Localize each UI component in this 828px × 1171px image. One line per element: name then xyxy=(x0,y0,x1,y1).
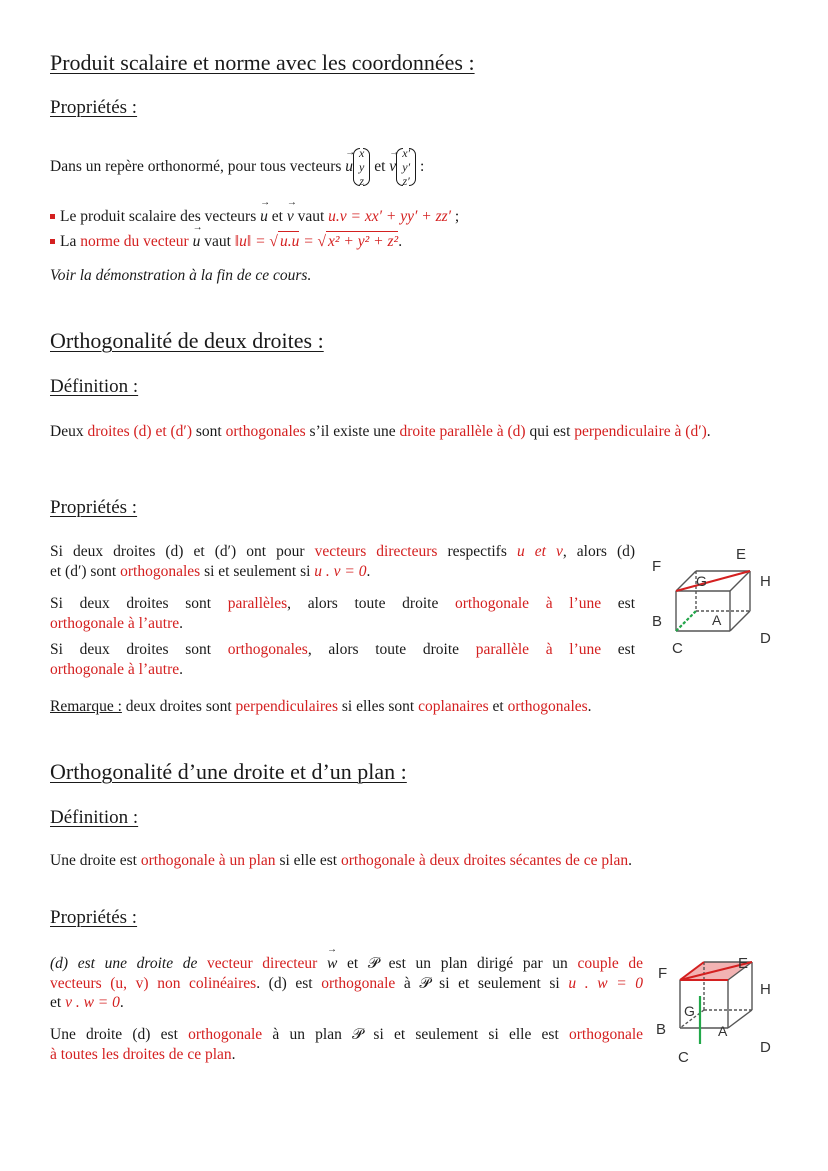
cube2-label-g: G xyxy=(684,1003,695,1019)
prop-highlight-paralleles: parallèles xyxy=(227,595,288,612)
prop-end: . xyxy=(179,660,183,678)
prop-highlight-orthogonale-autre: orthogonale à l’autre xyxy=(50,660,180,678)
prop-highlight-orthogonales: orthogonales xyxy=(227,641,308,658)
cube2-label-c: C xyxy=(678,1049,689,1066)
prop-highlight-parallele-une: parallèle à l’une xyxy=(475,641,602,658)
prop-formula-vw: v . w = 0 xyxy=(65,994,120,1011)
prop-formula: u . v = 0 xyxy=(314,562,367,580)
def-end: . xyxy=(706,423,711,440)
norm-formula-eq: = √ xyxy=(299,233,327,250)
def-highlight-parallele: droite parallèle à (d) xyxy=(399,423,526,440)
colon: : xyxy=(420,158,425,176)
bullet1-and: et xyxy=(271,208,283,225)
prop-end: . xyxy=(231,1045,236,1063)
remark-end: . xyxy=(587,698,592,715)
bullet-norm xyxy=(50,231,402,252)
coord-z: z xyxy=(359,174,365,188)
cube1-edge xyxy=(676,611,696,631)
cube1-label-d: D xyxy=(760,630,771,647)
prop-highlight-orthogonale-autre: orthogonale à l’autre xyxy=(50,614,180,632)
cube2-label-e: E xyxy=(738,955,749,972)
remark-text: et xyxy=(492,698,504,715)
prop-formula-uw: u . w = 0 xyxy=(568,974,644,992)
remark-label: Remarque : xyxy=(50,698,122,715)
coords-v xyxy=(396,146,416,188)
vector-u: → u xyxy=(345,157,353,177)
prop-text: (d) est une droite de xyxy=(50,955,198,972)
remark-text: si elles sont xyxy=(341,698,415,715)
prop-highlight-vecteur: vecteur directeur xyxy=(207,955,318,972)
def-highlight-droites: droites (d) et (d′) xyxy=(87,423,192,440)
prop-text: est xyxy=(617,595,635,612)
bullet2-end: . xyxy=(398,233,403,250)
def-text: Une droite est xyxy=(50,852,137,869)
prop-text: et 𝒫 est un plan dirigé par un xyxy=(347,955,568,972)
remark-text: deux droites sont xyxy=(125,698,232,715)
cube2-label-f: F xyxy=(658,965,668,982)
cube2-edge xyxy=(728,1010,752,1028)
remark-highlight-coplanaires: coplanaires xyxy=(418,698,489,715)
vector-u: → u xyxy=(193,232,201,252)
section3-definition xyxy=(50,851,632,871)
bullet-marker xyxy=(50,239,55,244)
def-text: s’il existe une xyxy=(309,423,396,440)
prop-highlight-orthogonale: orthogonale xyxy=(568,1026,644,1043)
section2-prop1 xyxy=(50,542,635,581)
prop-highlight-orthogonale: orthogonale xyxy=(321,974,396,992)
cube1-edge xyxy=(730,611,750,631)
cube-diagram-2 xyxy=(652,952,792,1072)
section3-prop2 xyxy=(50,1025,643,1064)
cube1-label-e: E xyxy=(736,546,747,563)
def-end: . xyxy=(628,852,632,869)
and-text: et xyxy=(374,158,386,176)
bullet-marker xyxy=(50,214,55,219)
cube1-red-line xyxy=(676,571,750,591)
prop-text: si et seulement si xyxy=(204,562,311,580)
cube1-label-c: C xyxy=(672,640,683,657)
bullet2-la: La xyxy=(60,233,77,250)
def-highlight-orthogonale-plan: orthogonale à un plan xyxy=(140,852,276,869)
intro-text: Dans un repère orthonormé, pour tous vecteurs xyxy=(50,158,342,176)
section2-prop2 xyxy=(50,594,635,633)
prop-text: , alors toute droite xyxy=(307,641,460,658)
cube1-label-b: B xyxy=(652,613,663,630)
prop-text: . (d) est xyxy=(256,974,313,992)
cube2-label-a: A xyxy=(718,1023,728,1039)
vector-v: → v xyxy=(287,207,294,227)
def-text: sont xyxy=(195,423,222,440)
prop-highlight-uv: u et v xyxy=(516,543,563,560)
prop-highlight-orthogonale: orthogonale xyxy=(188,1026,263,1043)
section1-properties-heading: Propriétés : xyxy=(50,97,138,118)
section2-definition-heading: Définition : xyxy=(50,376,139,397)
cube2-label-b: B xyxy=(656,1021,667,1038)
norm-formula-left: ‖u‖ = √ xyxy=(234,233,278,250)
prop-highlight-non-colineaires: vecteurs (u, v) non colinéaires xyxy=(50,974,257,992)
prop-highlight-orthogonale-une: orthogonale à l’une xyxy=(455,595,602,612)
cube1-label-a: A xyxy=(712,612,722,628)
bullet1-text: Le produit scalaire des vecteurs xyxy=(60,208,257,225)
prop-text: respectifs xyxy=(447,543,507,560)
coord-z-prime: z′ xyxy=(402,174,410,188)
bullet1-vaut: vaut xyxy=(297,208,325,225)
prop-text: à 𝒫 si et seulement si xyxy=(403,974,560,992)
coords-u xyxy=(353,146,370,188)
prop-text: à un plan 𝒫 si et seulement si elle est xyxy=(272,1026,559,1043)
def-text: si elle est xyxy=(279,852,338,869)
norm-formula-root1: u.u xyxy=(279,233,300,250)
def-highlight-secantes: orthogonale à deux droites sécantes de ce plan xyxy=(341,852,629,869)
section2-title: Orthogonalité de deux droites : xyxy=(50,328,324,353)
def-highlight-orthogonales: orthogonales xyxy=(225,423,306,440)
norm-formula-root2: x² + y² + z² xyxy=(328,233,399,250)
section2-properties-heading: Propriétés : xyxy=(50,497,138,518)
section3-definition-heading: Définition : xyxy=(50,807,139,828)
prop-text: Si deux droites sont xyxy=(50,641,212,658)
cube1-label-f: F xyxy=(652,558,662,575)
prop-end: . xyxy=(366,562,371,580)
def-highlight-perpendiculaire: perpendiculaire à (d′) xyxy=(574,423,707,440)
demo-note: Voir la démonstration à la fin de ce cours. xyxy=(50,267,312,284)
def-text: Deux xyxy=(50,423,84,440)
bullet-scalar-product xyxy=(50,207,459,227)
section1-intro xyxy=(50,140,424,194)
prop-text: , alors (d) xyxy=(562,543,636,560)
def-text: qui est xyxy=(529,423,571,440)
prop-end: . xyxy=(119,994,124,1011)
norm-label: norme du vecteur xyxy=(80,233,189,250)
cube1-label-h: H xyxy=(760,573,771,590)
prop-text: Une droite (d) est xyxy=(50,1026,178,1043)
coord-x-prime: x′ xyxy=(402,146,411,160)
remark-highlight-perpendiculaires: perpendiculaires xyxy=(235,698,338,715)
cube-diagram-1 xyxy=(648,543,788,661)
vector-v: → v xyxy=(389,157,396,177)
section1-title: Produit scalaire et norme avec les coordonnées : xyxy=(50,50,475,75)
prop-text: et xyxy=(50,994,62,1011)
prop-text: Si deux droites sont xyxy=(50,595,212,612)
coord-x: x xyxy=(359,146,365,160)
prop-text: est xyxy=(617,641,635,658)
section3-prop1 xyxy=(50,954,643,1013)
norm-formula xyxy=(235,233,398,250)
prop-highlight-couple: couple de xyxy=(577,955,644,972)
cube1-green-line xyxy=(676,611,696,631)
section3-properties-heading: Propriétés : xyxy=(50,907,138,928)
bullet1-end: ; xyxy=(454,208,460,225)
cube1-label-g: G xyxy=(696,573,707,589)
section3-title: Orthogonalité d’une droite et d’un plan : xyxy=(50,759,407,784)
vector-u: → u xyxy=(260,207,268,227)
bullet2-vaut: vaut xyxy=(204,233,231,250)
prop-highlight-toutes-droites: à toutes les droites de ce plan xyxy=(50,1045,232,1063)
prop-highlight-orthogonales: orthogonales xyxy=(120,562,201,580)
remark-highlight-orthogonales: orthogonales xyxy=(507,698,588,715)
prop-text: et (d′) sont xyxy=(50,562,117,580)
section2-remark xyxy=(50,697,592,717)
prop-text: , alors toute droite xyxy=(287,595,439,612)
vector-w: → w xyxy=(327,954,337,974)
prop-text: Si deux droites (d) et (d′) ont pour xyxy=(50,543,305,560)
coord-y: y xyxy=(359,160,365,174)
prop-end: . xyxy=(179,614,183,632)
coord-y-prime: y′ xyxy=(402,160,411,174)
cube2-label-d: D xyxy=(760,1039,771,1056)
scalar-product-formula: u.v = xx′ + yy′ + zz′ xyxy=(328,208,452,225)
prop-highlight-vecteurs: vecteurs directeurs xyxy=(314,543,438,560)
cube2-label-h: H xyxy=(760,981,771,998)
section2-prop3 xyxy=(50,640,635,679)
section2-definition xyxy=(50,422,780,442)
